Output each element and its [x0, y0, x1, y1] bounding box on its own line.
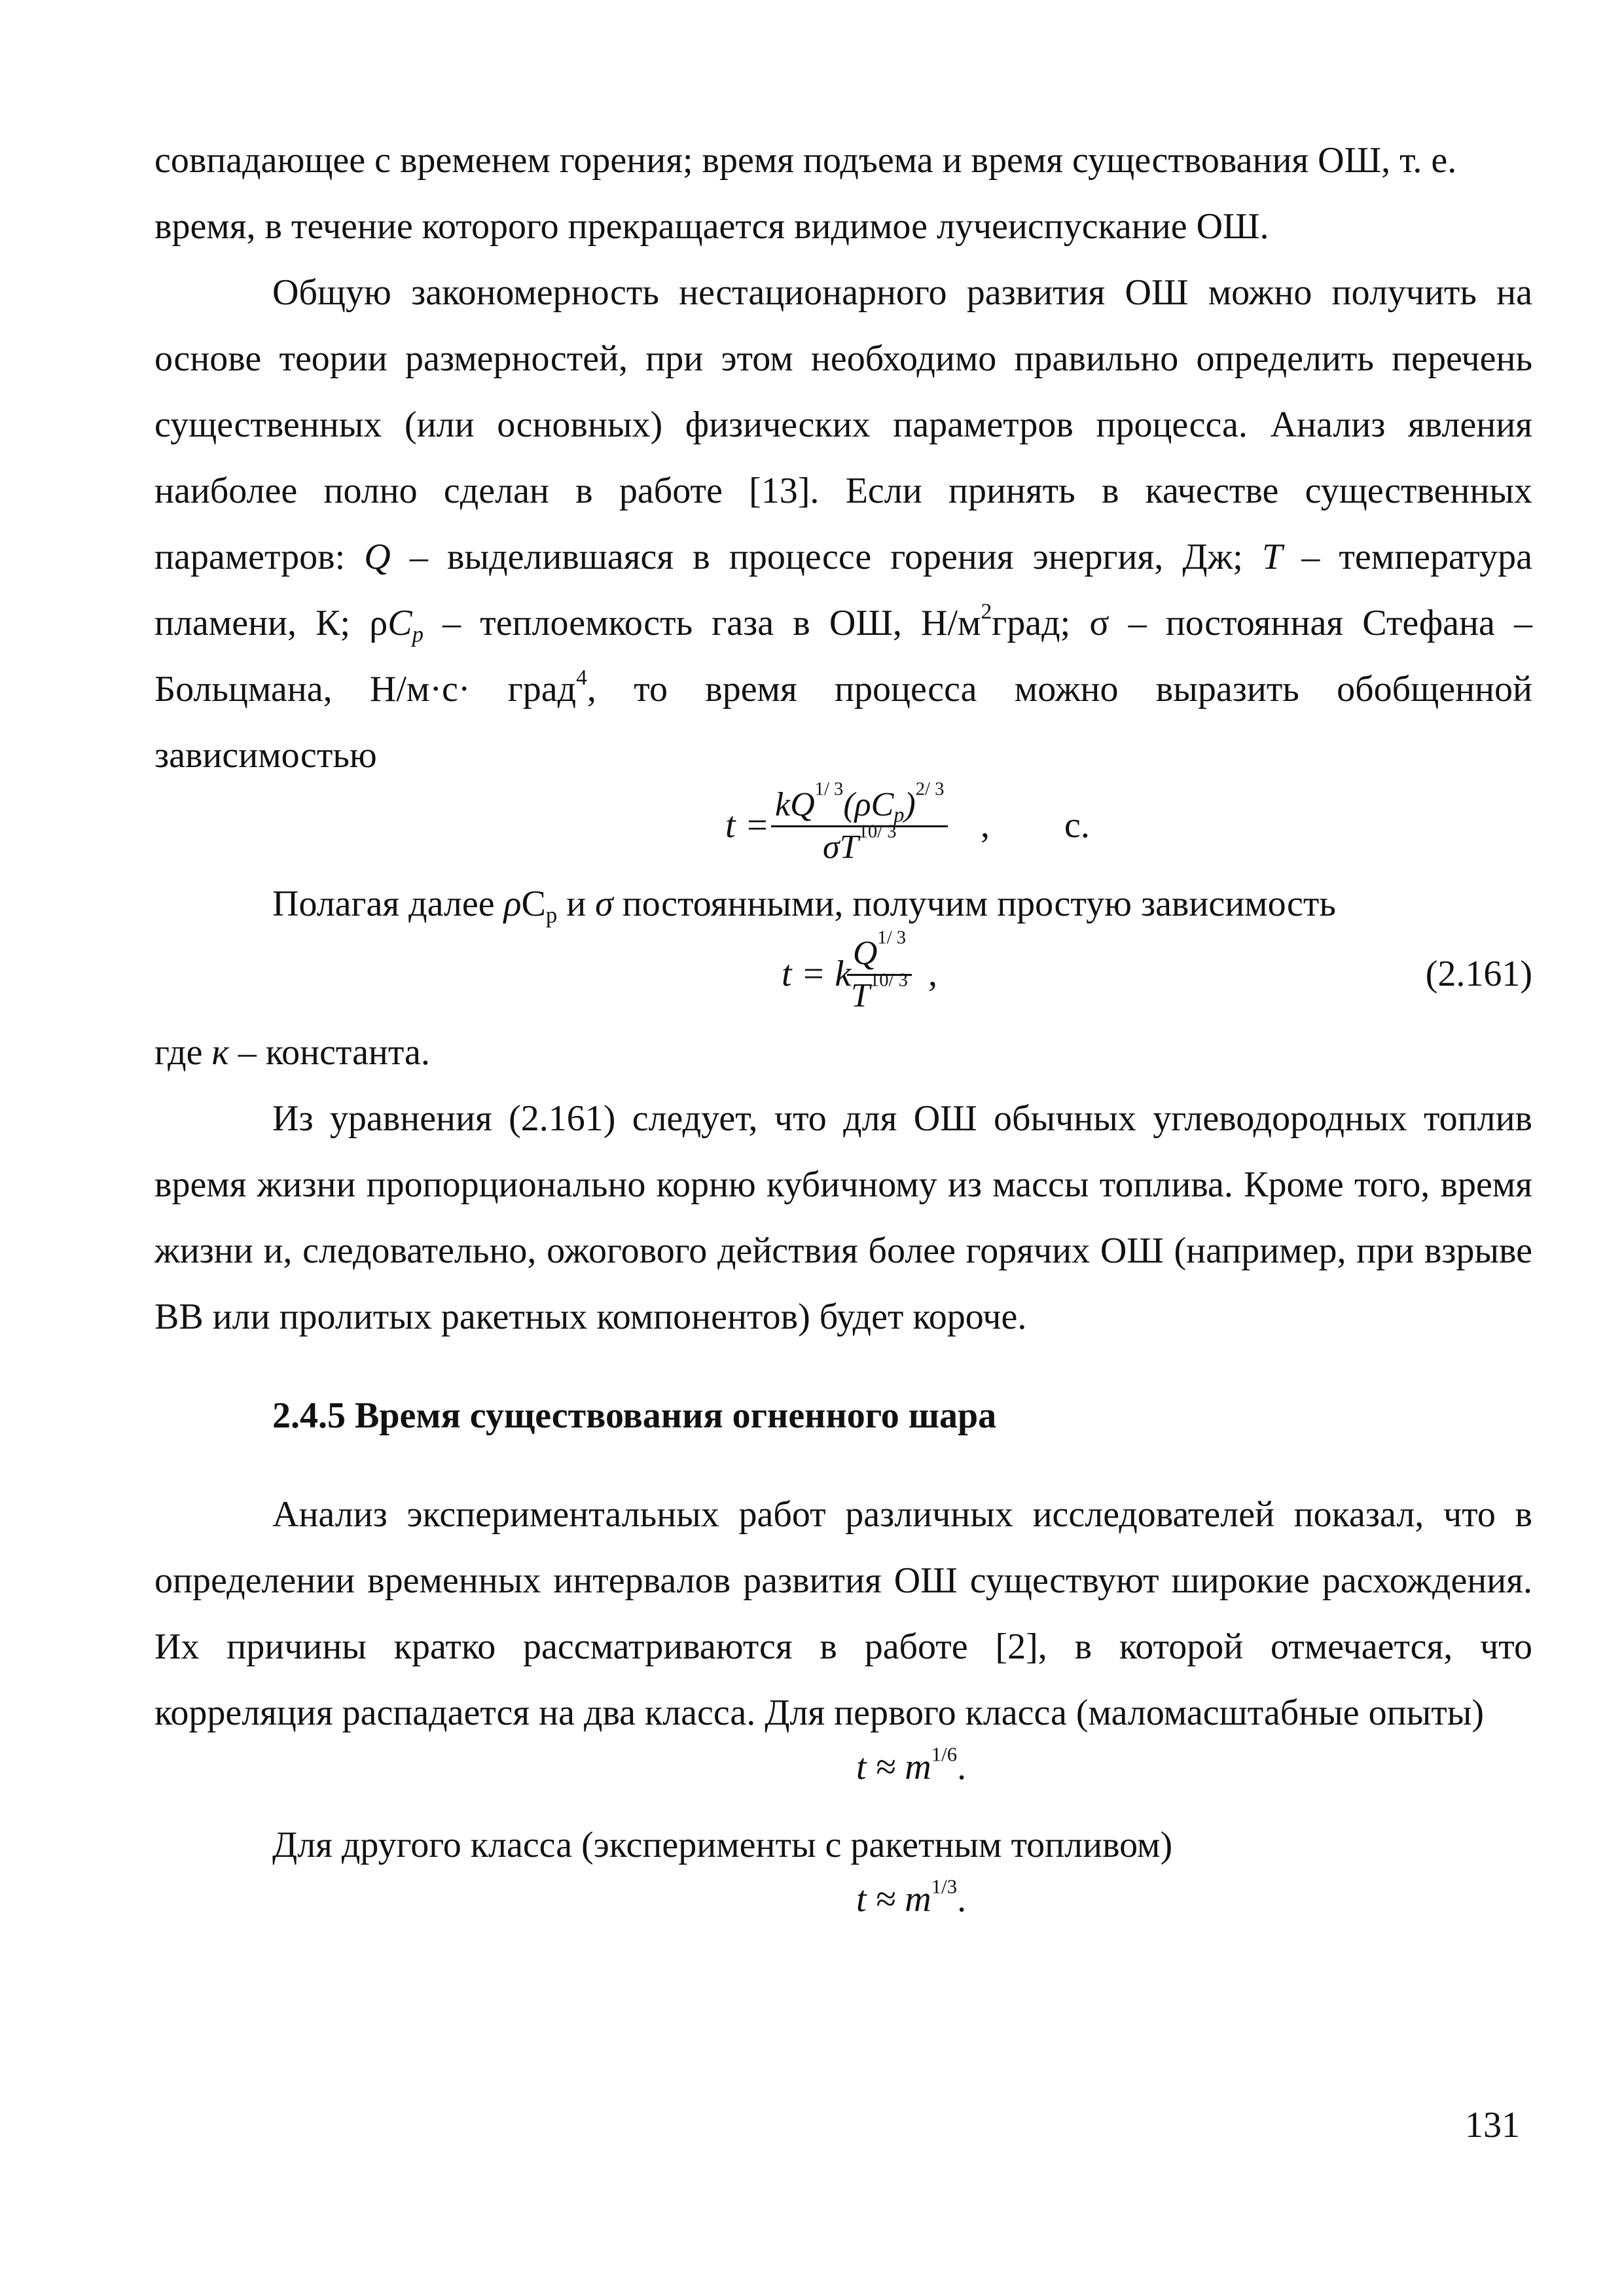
paragraph-rocket-fuel: Для другого класса (эксперименты с ракетным топливом) — [272, 1825, 1173, 1865]
unit-seconds: с. — [1064, 805, 1090, 846]
fraction-general — [771, 779, 948, 868]
fraction-denominator: $\sigma T^{10/ 3}$ — [822, 821, 897, 866]
paragraph-constants: Полагая далее $\rho C_p$ и σ постоянными, получим простую зависимость — [272, 884, 1336, 928]
fraction-numerator: $kQ^{1/ 3}(\rho C_p)^{2/ 3}$ — [771, 785, 948, 827]
equation-time-general: t = $kQ^{1/ 3}(\rho C_p)^{2/ 3}$ $\sigma T^{10/ 3}$ , с. — [154, 789, 1532, 871]
text-column — [154, 128, 1532, 1945]
equation-number: (2.161) — [1425, 954, 1532, 994]
fraction-numerator: $Q^{1/ 3}$ — [847, 933, 912, 976]
page-number: 131 — [1465, 2105, 1520, 2145]
equation-rocket-fuel: $t \approx m^{1/3}$. — [856, 1875, 967, 1920]
equation-small-scale: $t \approx m^{1/6}$. — [856, 1743, 967, 1787]
paragraph-dimension-theory: Общую закономерность нестационарного развития ОШ можно получить на основе теории размерностей, при этом необходимо правильно определить перечень существенных (или основных) физических параметров процесса. Анализ явления наиболее полно сделан в работе [13]. Если принять в качестве существенных параметров: Q – выделившаяся в процессе горения энергия, Дж; T – температура пламени, К; $\rho C_p$ – теплоемкость газа в ОШ, $Н/м^2град$; σ – постоянная Стефана – Больцмана, Н/м·с· град$^4$, то время процесса можно выразить обобщенной зависимостью — [154, 272, 1533, 776]
fraction-simple — [847, 927, 912, 1016]
paragraph-continuation: совпадающее с временем горения; время подъема и время существования ОШ, т. е. время, в течение которого прекращается видимое лучеиспускание ОШ. — [154, 140, 1457, 247]
section-heading: 2.4.5 Время существования огненного шара — [272, 1395, 997, 1436]
equation-2-161: t = k $\frac{Q^{1/ 3}}{T^{10/ 3}}$ , (2.161) — [154, 937, 1532, 1020]
fraction-denominator: $T^{10/ 3}$ — [851, 970, 908, 1014]
paragraph-conclusion: Из уравнения (2.161) следует, что для ОШ обычных углеводородных топлив время жизни пропорционально корню кубичному из массы топлива. Кроме того, время жизни и, следовательно, ожогового действия более горячих ОШ (например, при взрыве ВВ или пролитых ракетных компонентов) будет короче. — [154, 1098, 1532, 1337]
paragraph-where-k: где к – константа. — [154, 1032, 430, 1073]
paragraph-experiments: Анализ экспериментальных работ различных исследователей показал, что в определении временных интервалов развития ОШ существуют широкие расхождения. Их причины кратко рассматриваются в работе [2], в которой отмечается, что корреляция распадается на два класса. Для первого класса (маломасштабные опыты) — [154, 1494, 1532, 1733]
